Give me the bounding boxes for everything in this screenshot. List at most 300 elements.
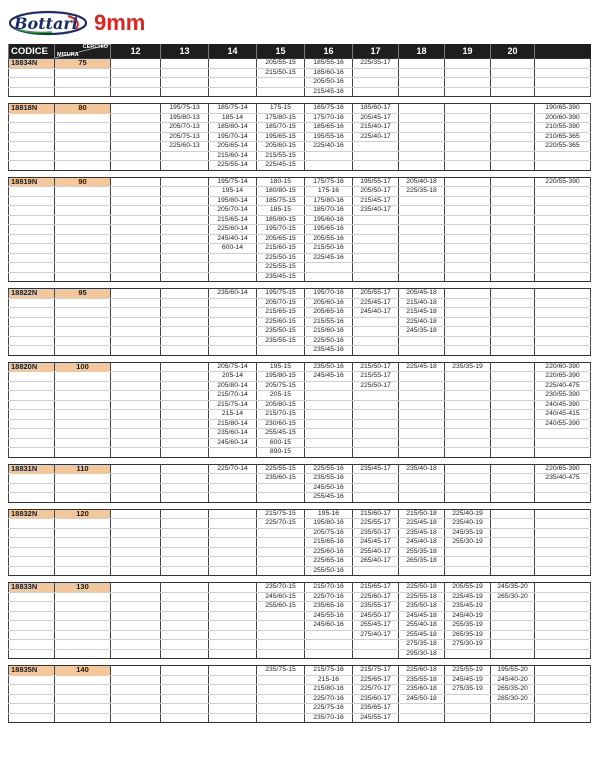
table-row bbox=[9, 519, 591, 529]
tyre-size-cell bbox=[305, 649, 353, 659]
misura-value: 75 bbox=[55, 59, 111, 69]
tyre-size-cell bbox=[305, 419, 353, 429]
tyre-size-cell bbox=[535, 528, 591, 538]
misura-empty bbox=[55, 640, 111, 650]
tyre-size-cell bbox=[399, 346, 445, 356]
table-row bbox=[9, 298, 591, 308]
tyre-size-cell: 215/45-18 bbox=[399, 308, 445, 318]
tyre-size-cell bbox=[445, 372, 491, 382]
tyre-size-cell bbox=[445, 187, 491, 197]
tyre-size-cell bbox=[491, 253, 535, 263]
misura-value: 110 bbox=[55, 464, 111, 474]
tyre-size-cell: 225/60-14 bbox=[209, 225, 257, 235]
tyre-size-cell: 240/45-390 bbox=[535, 400, 591, 410]
tyre-size-cell bbox=[399, 713, 445, 723]
bottari-logo bbox=[8, 8, 88, 38]
product-code: 18822N bbox=[9, 289, 55, 299]
tyre-size-cell bbox=[353, 327, 399, 337]
misura-empty bbox=[55, 327, 111, 337]
tyre-size-cell bbox=[111, 87, 161, 97]
tyre-size-cell: 210/65-365 bbox=[535, 132, 591, 142]
tyre-size-cell: 245/40-19 bbox=[445, 611, 491, 621]
misura-empty bbox=[55, 694, 111, 704]
tyre-size-cell bbox=[161, 372, 209, 382]
tyre-size-cell bbox=[491, 87, 535, 97]
tyre-size-cell bbox=[535, 602, 591, 612]
table-row bbox=[9, 493, 591, 503]
tyre-size-cell bbox=[209, 685, 257, 695]
tyre-size-cell bbox=[161, 68, 209, 78]
table-row bbox=[9, 225, 591, 235]
tyre-size-cell bbox=[353, 234, 399, 244]
table-row bbox=[9, 528, 591, 538]
product-code-empty bbox=[9, 557, 55, 567]
table-row bbox=[9, 621, 591, 631]
tyre-size-cell bbox=[111, 400, 161, 410]
tyre-size-cell: 245/45-17 bbox=[353, 538, 399, 548]
tyre-size-cell bbox=[535, 87, 591, 97]
tyre-size-cell bbox=[111, 410, 161, 420]
product-code-empty bbox=[9, 161, 55, 171]
tyre-size-cell: 215/80-16 bbox=[305, 685, 353, 695]
tyre-size-cell bbox=[257, 611, 305, 621]
tyre-size-cell bbox=[535, 621, 591, 631]
tyre-size-cell bbox=[161, 400, 209, 410]
tyre-size-cell: 205-14 bbox=[209, 372, 257, 382]
tyre-size-cell bbox=[399, 104, 445, 114]
tyre-size-cell bbox=[111, 519, 161, 529]
table-row bbox=[9, 308, 591, 318]
tyre-size-cell bbox=[491, 263, 535, 273]
tyre-size-cell: 215/65-15 bbox=[257, 308, 305, 318]
table-row bbox=[9, 346, 591, 356]
tyre-size-cell: 225/70-14 bbox=[209, 464, 257, 474]
tyre-size-cell bbox=[111, 372, 161, 382]
tyre-size-cell: 225/50-17 bbox=[353, 381, 399, 391]
table-row bbox=[9, 206, 591, 216]
tyre-size-cell bbox=[111, 59, 161, 69]
product-code-empty bbox=[9, 272, 55, 282]
tyre-size-cell: 240/45-415 bbox=[535, 410, 591, 420]
tyre-size-cell: 225/40-475 bbox=[535, 381, 591, 391]
tyre-size-cell: 215/55-17 bbox=[353, 372, 399, 382]
tyre-size-cell: 205/50-16 bbox=[305, 78, 353, 88]
tyre-size-cell: 205/70-15 bbox=[257, 298, 305, 308]
misura-empty bbox=[55, 113, 111, 123]
tyre-size-cell bbox=[111, 113, 161, 123]
tyre-size-cell bbox=[491, 372, 535, 382]
tyre-size-cell bbox=[257, 685, 305, 695]
tyre-size-cell: 235/75-15 bbox=[257, 666, 305, 676]
tyre-size-cell bbox=[111, 464, 161, 474]
tyre-size-cell: 245/50-16 bbox=[305, 483, 353, 493]
tyre-size-cell bbox=[111, 346, 161, 356]
tyre-size-cell bbox=[353, 448, 399, 458]
tyre-size-cell: 225/40-17 bbox=[353, 132, 399, 142]
tyre-size-cell: 245/45-18 bbox=[399, 611, 445, 621]
tyre-size-cell bbox=[535, 538, 591, 548]
tyre-size-cell: 235/45-17 bbox=[353, 464, 399, 474]
tyre-size-cell bbox=[399, 429, 445, 439]
tyre-size-cell: 220/65-390 bbox=[535, 372, 591, 382]
tyre-size-cell bbox=[491, 493, 535, 503]
table-row bbox=[9, 694, 591, 704]
tyre-size-cell bbox=[535, 547, 591, 557]
product-code-empty bbox=[9, 336, 55, 346]
tyre-size-cell bbox=[445, 215, 491, 225]
tyre-size-cell bbox=[111, 161, 161, 171]
tyre-size-cell bbox=[535, 206, 591, 216]
tyre-size-cell: 225/40-19 bbox=[445, 509, 491, 519]
tyre-size-cell bbox=[111, 611, 161, 621]
misura-empty bbox=[55, 308, 111, 318]
misura-value: 140 bbox=[55, 666, 111, 676]
tyre-size-cell bbox=[209, 547, 257, 557]
tyre-size-cell bbox=[257, 675, 305, 685]
tyre-size-cell: 205/75-16 bbox=[305, 528, 353, 538]
tyre-size-cell bbox=[535, 438, 591, 448]
tyre-size-cell bbox=[535, 675, 591, 685]
tyre-size-cell bbox=[209, 675, 257, 685]
tyre-size-cell bbox=[257, 547, 305, 557]
tyre-size-cell bbox=[161, 346, 209, 356]
table-row bbox=[9, 113, 591, 123]
tyre-size-cell bbox=[445, 113, 491, 123]
tyre-size-cell: 265/35-18 bbox=[399, 557, 445, 567]
tyre-size-cell bbox=[399, 59, 445, 69]
tyre-size-cell bbox=[209, 509, 257, 519]
tyre-size-cell bbox=[399, 87, 445, 97]
tyre-size-cell bbox=[491, 215, 535, 225]
tyre-size-cell: 245/35-19 bbox=[445, 528, 491, 538]
tyre-size-cell: 225/60-17 bbox=[353, 592, 399, 602]
tyre-size-cell bbox=[209, 308, 257, 318]
product-code-empty bbox=[9, 123, 55, 133]
spacer-cell bbox=[9, 502, 591, 509]
tyre-size-cell bbox=[257, 649, 305, 659]
tyre-size-cell: 195/55-16 bbox=[305, 132, 353, 142]
tyre-size-cell bbox=[209, 474, 257, 484]
tyre-size-cell: 235/55-18 bbox=[399, 675, 445, 685]
tyre-size-cell: 205/65-14 bbox=[209, 142, 257, 152]
tyre-size-cell bbox=[111, 438, 161, 448]
tyre-size-cell bbox=[535, 448, 591, 458]
tyre-size-cell bbox=[111, 675, 161, 685]
header-size-19: 19 bbox=[445, 44, 491, 59]
misura-empty bbox=[55, 675, 111, 685]
tyre-size-cell bbox=[491, 538, 535, 548]
tyre-size-cell: 225/60-16 bbox=[305, 547, 353, 557]
tyre-size-cell bbox=[111, 630, 161, 640]
tyre-size-cell bbox=[161, 419, 209, 429]
tyre-size-cell: 225/45-17 bbox=[353, 298, 399, 308]
tyre-size-cell: 245/35-20 bbox=[491, 583, 535, 593]
tyre-size-cell bbox=[161, 602, 209, 612]
tyre-size-cell bbox=[535, 298, 591, 308]
tyre-size-cell bbox=[491, 649, 535, 659]
product-code-empty bbox=[9, 410, 55, 420]
tyre-size-cell: 235/45-18 bbox=[399, 528, 445, 538]
tyre-size-cell bbox=[491, 59, 535, 69]
tyre-size-cell: 225/45-19 bbox=[445, 592, 491, 602]
tyre-size-cell bbox=[491, 713, 535, 723]
tyre-size-cell: 255/45-16 bbox=[305, 493, 353, 503]
group-spacer bbox=[9, 659, 591, 666]
misura-value: 95 bbox=[55, 289, 111, 299]
tyre-size-cell bbox=[111, 327, 161, 337]
tyre-size-cell bbox=[491, 566, 535, 576]
tyre-size-cell bbox=[305, 400, 353, 410]
table-row bbox=[9, 104, 591, 114]
tyre-size-cell bbox=[491, 419, 535, 429]
tyre-size-cell: 235/40-19 bbox=[445, 519, 491, 529]
tyre-size-cell: 245/40-18 bbox=[399, 538, 445, 548]
tyre-size-cell bbox=[535, 263, 591, 273]
tyre-size-cell bbox=[111, 602, 161, 612]
table-row bbox=[9, 272, 591, 282]
tyre-size-cell: 245/55-17 bbox=[353, 713, 399, 723]
tyre-size-cell bbox=[209, 59, 257, 69]
misura-empty bbox=[55, 234, 111, 244]
tyre-size-cell bbox=[257, 538, 305, 548]
misura-empty bbox=[55, 272, 111, 282]
tyre-size-cell bbox=[353, 336, 399, 346]
tyre-size-cell: 245/45-16 bbox=[305, 372, 353, 382]
tyre-size-cell bbox=[111, 244, 161, 254]
tyre-size-cell bbox=[399, 113, 445, 123]
tyre-size-cell bbox=[353, 317, 399, 327]
tyre-size-cell: 600-14 bbox=[209, 244, 257, 254]
product-code-empty bbox=[9, 225, 55, 235]
tyre-size-cell bbox=[491, 289, 535, 299]
misura-empty bbox=[55, 187, 111, 197]
tyre-size-cell bbox=[353, 419, 399, 429]
tyre-size-cell: 195/75-14 bbox=[209, 177, 257, 187]
tyre-size-cell: 210/55-390 bbox=[535, 123, 591, 133]
tyre-size-cell bbox=[491, 630, 535, 640]
product-code-empty bbox=[9, 611, 55, 621]
tyre-size-cell bbox=[445, 410, 491, 420]
tyre-size-cell: 240/55-390 bbox=[535, 419, 591, 429]
table-row bbox=[9, 381, 591, 391]
header-size-15: 15 bbox=[257, 44, 305, 59]
group-spacer bbox=[9, 97, 591, 104]
table-row bbox=[9, 87, 591, 97]
tyre-size-cell: 195-14 bbox=[209, 187, 257, 197]
tyre-size-cell bbox=[445, 713, 491, 723]
table-body bbox=[9, 59, 591, 723]
tyre-size-cell: 185/75-15 bbox=[257, 196, 305, 206]
tyre-size-cell: 275/35-19 bbox=[445, 685, 491, 695]
tyre-size-cell bbox=[535, 234, 591, 244]
table-row bbox=[9, 611, 591, 621]
tyre-size-cell bbox=[399, 372, 445, 382]
tyre-size-cell: 235/65-16 bbox=[305, 602, 353, 612]
tyre-size-cell bbox=[399, 225, 445, 235]
tyre-size-cell bbox=[209, 557, 257, 567]
tyre-size-cell: 245/40-14 bbox=[209, 234, 257, 244]
tyre-size-cell: 215/40-17 bbox=[353, 123, 399, 133]
tyre-size-cell: 205/75-13 bbox=[161, 132, 209, 142]
product-code-empty bbox=[9, 317, 55, 327]
tyre-size-cell bbox=[353, 391, 399, 401]
tyre-size-cell: 225/70-17 bbox=[353, 685, 399, 695]
table-row bbox=[9, 464, 591, 474]
tyre-size-cell bbox=[535, 78, 591, 88]
tyre-size-cell bbox=[535, 493, 591, 503]
misura-empty bbox=[55, 68, 111, 78]
header-size-20: 20 bbox=[491, 44, 535, 59]
group-spacer bbox=[9, 355, 591, 362]
tyre-size-cell bbox=[161, 391, 209, 401]
tyre-size-cell bbox=[535, 346, 591, 356]
misura-empty bbox=[55, 483, 111, 493]
tyre-size-cell bbox=[535, 704, 591, 714]
tyre-size-cell bbox=[209, 640, 257, 650]
tyre-size-cell bbox=[491, 519, 535, 529]
tyre-size-cell bbox=[353, 68, 399, 78]
tyre-size-cell bbox=[161, 263, 209, 273]
tyre-size-cell bbox=[353, 400, 399, 410]
tyre-size-cell bbox=[305, 272, 353, 282]
tyre-size-cell bbox=[445, 78, 491, 88]
tyre-size-cell bbox=[535, 666, 591, 676]
tyre-size-cell bbox=[209, 448, 257, 458]
misura-empty bbox=[55, 493, 111, 503]
tyre-size-cell: 265/35-19 bbox=[445, 630, 491, 640]
tyre-size-cell bbox=[161, 59, 209, 69]
tyre-size-cell bbox=[445, 161, 491, 171]
tyre-size-cell bbox=[161, 151, 209, 161]
tyre-size-cell bbox=[161, 611, 209, 621]
tyre-size-cell: 245/50-18 bbox=[399, 694, 445, 704]
tyre-size-cell bbox=[491, 161, 535, 171]
tyre-size-cell bbox=[353, 346, 399, 356]
header bbox=[8, 6, 145, 40]
tyre-size-cell: 185/75-14 bbox=[209, 104, 257, 114]
tyre-size-cell bbox=[161, 438, 209, 448]
tyre-size-cell bbox=[111, 317, 161, 327]
spacer-cell bbox=[9, 659, 591, 666]
tyre-size-cell: 200/60-390 bbox=[535, 113, 591, 123]
product-code-empty bbox=[9, 675, 55, 685]
misura-value: 130 bbox=[55, 583, 111, 593]
table-row bbox=[9, 317, 591, 327]
tyre-size-cell bbox=[445, 196, 491, 206]
tyre-size-cell: 275/40-17 bbox=[353, 630, 399, 640]
tyre-size-cell bbox=[209, 519, 257, 529]
tyre-size-cell bbox=[399, 263, 445, 273]
tyre-size-cell bbox=[445, 566, 491, 576]
tyre-size-cell bbox=[111, 704, 161, 714]
misura-empty bbox=[55, 298, 111, 308]
misura-empty bbox=[55, 429, 111, 439]
tyre-size-cell: 215/40-18 bbox=[399, 298, 445, 308]
product-code-empty bbox=[9, 519, 55, 529]
table-row bbox=[9, 327, 591, 337]
table-row bbox=[9, 132, 591, 142]
tyre-size-cell bbox=[491, 381, 535, 391]
tyre-size-cell bbox=[399, 234, 445, 244]
tyre-size-cell bbox=[399, 419, 445, 429]
tyre-size-cell: 225/50-18 bbox=[399, 583, 445, 593]
table-row bbox=[9, 187, 591, 197]
tyre-size-cell bbox=[399, 272, 445, 282]
tyre-size-cell bbox=[111, 621, 161, 631]
tyre-size-cell: 225/55-18 bbox=[399, 592, 445, 602]
table-row bbox=[9, 142, 591, 152]
tyre-size-cell: 255/35-18 bbox=[399, 547, 445, 557]
table-row bbox=[9, 78, 591, 88]
misura-empty bbox=[55, 317, 111, 327]
table-row bbox=[9, 483, 591, 493]
group-spacer bbox=[9, 457, 591, 464]
tyre-size-cell: 215/65-17 bbox=[353, 583, 399, 593]
misura-empty bbox=[55, 538, 111, 548]
tyre-size-cell bbox=[399, 253, 445, 263]
tyre-size-cell bbox=[209, 538, 257, 548]
tyre-size-cell bbox=[111, 381, 161, 391]
tyre-size-cell: 245/60-15 bbox=[257, 592, 305, 602]
tyre-size-cell: 255/45-17 bbox=[353, 621, 399, 631]
product-code-empty bbox=[9, 113, 55, 123]
misura-empty bbox=[55, 78, 111, 88]
header-codice: CODICE bbox=[9, 44, 55, 59]
tyre-size-cell: 215/60-15 bbox=[257, 244, 305, 254]
header-misura: MISURA bbox=[57, 52, 79, 58]
product-code: 18820N bbox=[9, 362, 55, 372]
table-row bbox=[9, 419, 591, 429]
tyre-size-cell: 235/60-14 bbox=[209, 289, 257, 299]
tyre-size-cell: 255/45-15 bbox=[257, 429, 305, 439]
table-row bbox=[9, 289, 591, 299]
tyre-size-cell bbox=[535, 187, 591, 197]
table-row bbox=[9, 675, 591, 685]
tyre-size-cell: 225/45-16 bbox=[305, 253, 353, 263]
tyre-size-cell bbox=[305, 410, 353, 420]
tyre-size-cell bbox=[535, 308, 591, 318]
misura-empty bbox=[55, 215, 111, 225]
table-row bbox=[9, 649, 591, 659]
product-code-empty bbox=[9, 704, 55, 714]
brand-name: Bottari bbox=[14, 14, 78, 33]
tyre-size-cell: 235/60-15 bbox=[257, 474, 305, 484]
tyre-size-cell bbox=[445, 557, 491, 567]
table-row bbox=[9, 336, 591, 346]
tyre-size-cell: 235/50-17 bbox=[353, 528, 399, 538]
misura-empty bbox=[55, 557, 111, 567]
tyre-size-cell: 245/40-20 bbox=[491, 675, 535, 685]
tyre-size-cell bbox=[491, 244, 535, 254]
tyre-size-cell: 205/75-15 bbox=[257, 381, 305, 391]
product-code-empty bbox=[9, 538, 55, 548]
tyre-size-cell: 215/70-14 bbox=[209, 391, 257, 401]
tyre-size-cell bbox=[111, 336, 161, 346]
product-code: 18833N bbox=[9, 583, 55, 593]
tyre-size-cell: 235/45-16 bbox=[305, 346, 353, 356]
tyre-size-cell bbox=[399, 244, 445, 254]
tyre-size-cell bbox=[353, 161, 399, 171]
header-misura-cerchio bbox=[55, 44, 111, 59]
spacer-cell bbox=[9, 576, 591, 583]
tyre-size-cell bbox=[161, 225, 209, 235]
tyre-size-cell bbox=[161, 685, 209, 695]
product-code: 18832N bbox=[9, 509, 55, 519]
misura-empty bbox=[55, 419, 111, 429]
table-row bbox=[9, 640, 591, 650]
tyre-size-cell: 165/75-16 bbox=[305, 104, 353, 114]
tyre-size-cell bbox=[491, 704, 535, 714]
